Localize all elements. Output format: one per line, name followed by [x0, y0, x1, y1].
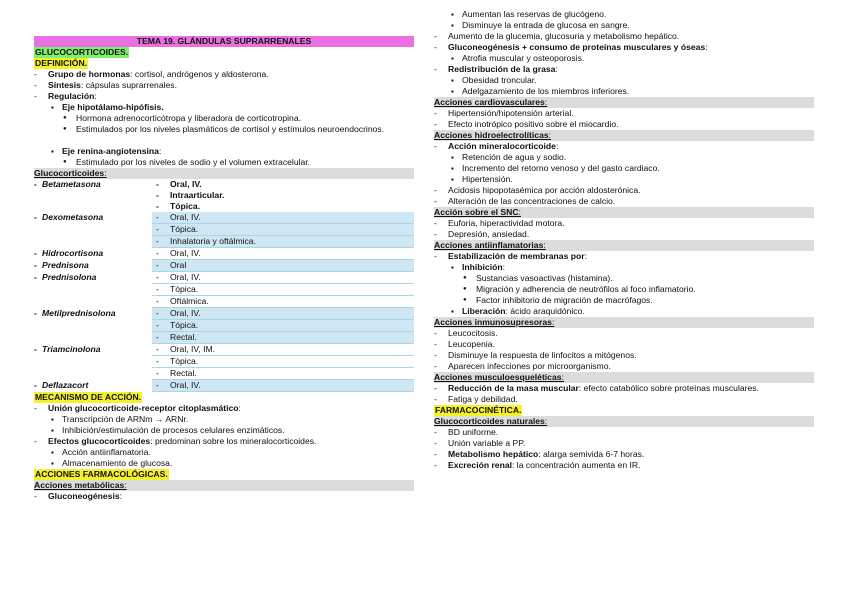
table-row — [34, 272, 414, 308]
drug-table — [34, 179, 414, 392]
list-item: - Aumento de la glucemia, glucosuria y metabolismo hepático. — [434, 31, 814, 42]
drug-name: - Prednisolona — [34, 272, 152, 308]
drug-routes: - Oral, IV. - Tópica. - Inhalatoria y oftálmica. — [152, 212, 414, 248]
list-item: - BD uniforme. — [434, 427, 814, 438]
table-row — [34, 260, 414, 272]
list-item: ● Sustancias vasoactivas (histamina). — [434, 273, 814, 284]
left-column — [34, 36, 414, 502]
list-item: - Acidosis hipopotasémica por acción aldosterónica. — [434, 185, 814, 196]
snc-subheading: Acción sobre el SNC: — [434, 207, 814, 218]
list-item: ▪ Retención de agua y sodio. — [434, 152, 814, 163]
list-item: - Leucocitosis. — [434, 328, 814, 339]
glucocorticoides-subheading: Glucocorticoides: — [34, 168, 414, 179]
list-item: ▪ Obesidad troncular. — [434, 75, 814, 86]
drug-name: - Prednisona — [34, 260, 152, 272]
list-item: ▪ Eje hipotálamo-hipófisis. — [34, 102, 414, 113]
list-item: - Euforia, hiperactividad motora. — [434, 218, 814, 229]
drug-name: - Dexometasona — [34, 212, 152, 248]
list-item: ▪ Inhibición: — [434, 262, 814, 273]
list-item: - Disminuye la respuesta de linfocitos a mitógenos. — [434, 350, 814, 361]
list-item: - Fatiga y debilidad. — [434, 394, 814, 405]
list-item: - Gluconeogénesis + consumo de proteínas musculares y óseas: — [434, 42, 814, 53]
list-item: - Alteración de las concentraciones de calcio. — [434, 196, 814, 207]
list-item: ● Factor inhibitorio de migración de macrófagos. — [434, 295, 814, 306]
drug-routes: - Oral, IV. — [152, 380, 414, 392]
list-item: ● Hormona adrenocorticótropa y liberadora de corticotropina. — [34, 113, 414, 124]
list-item: ▪ Hipertensión. — [434, 174, 814, 185]
drug-routes: - Oral, IV. - Tópica. - Oftálmica. — [152, 272, 414, 308]
farmacocinetica-heading: FARMACOCINÉTICA. — [435, 405, 522, 415]
list-item: ▪ Adelgazamiento de los miembros inferiores. — [434, 86, 814, 97]
list-item: - Aparecen infecciones por microorganismo. — [434, 361, 814, 372]
list-item: - Depresión, ansiedad. — [434, 229, 814, 240]
drug-routes: - Oral, IV. — [152, 248, 414, 260]
inmunosupresoras-subheading: Acciones inmunosupresoras: — [434, 317, 814, 328]
page-title: TEMA 19. GLÁNDULAS SUPRARRENALES — [34, 36, 414, 47]
list-item: ▪ Acción antiinflamatoria. — [34, 447, 414, 458]
table-row — [34, 380, 414, 392]
drug-routes: - Oral, IV. - Intraarticular. - Tópica. — [152, 179, 414, 212]
list-item: - Regulación: — [34, 91, 414, 102]
glucocorticoides-heading: GLUCOCORTICOIDES. — [35, 47, 129, 57]
table-row — [34, 212, 414, 248]
list-item: - Efectos glucocorticoides: predominan sobre los mineralocorticoides. — [34, 436, 414, 447]
list-item: - Unión glucocorticoide-receptor citoplasmático: — [34, 403, 414, 414]
drug-name: - Deflazacort — [34, 380, 152, 392]
table-row — [34, 344, 414, 380]
acciones-heading: ACCIONES FARMACOLÓGICAS. — [35, 469, 168, 479]
list-item: - Estabilización de membranas por: — [434, 251, 814, 262]
metabolicas-subheading: Acciones metabólicas: — [34, 480, 414, 491]
table-row — [34, 308, 414, 344]
mecanismo-heading: MECANISMO DE ACCIÓN. — [35, 392, 142, 402]
list-item: ● Estimulados por los niveles plasmáticos de cortisol y estímulos neuroendocrinos. — [34, 124, 414, 146]
table-row — [34, 248, 414, 260]
drug-name: - Triamcinolona — [34, 344, 152, 380]
list-item: ● Migración y adherencia de neutrófilos al foco inflamatorio. — [434, 284, 814, 295]
drug-routes: - Oral, IV, IM. - Tópica. - Rectal. — [152, 344, 414, 380]
naturales-subheading: Glucocorticoides naturales: — [434, 416, 814, 427]
list-item: ▪ Almacenamiento de glucosa. — [34, 458, 414, 469]
list-item: ▪ Disminuye la entrada de glucosa en sangre. — [434, 20, 814, 31]
definicion-heading: DEFINICIÓN. — [35, 58, 88, 68]
list-item: - Gluconeogénesis: — [34, 491, 414, 502]
list-item: - Efecto inotrópico positivo sobre el miocardio. — [434, 119, 814, 130]
list-item: ▪ Atrofia muscular y osteoporosis. — [434, 53, 814, 64]
right-column — [434, 9, 814, 471]
drug-routes: - Oral, IV. - Tópica. - Rectal. — [152, 308, 414, 344]
antiinflamatorias-subheading: Acciones antiinflamatorias: — [434, 240, 814, 251]
list-item: ▪ Transcripción de ARNm → ARNr. — [34, 414, 414, 425]
list-item: - Leucopenia. — [434, 339, 814, 350]
list-item: ▪ Inhibición/estimulación de procesos celulares enzimáticos. — [34, 425, 414, 436]
cardio-subheading: Acciones cardiovasculares: — [434, 97, 814, 108]
drug-name: - Hidrocortisona — [34, 248, 152, 260]
musculoesqueleticas-subheading: Acciones musculoesqueléticas: — [434, 372, 814, 383]
list-item: - Reducción de la masa muscular: efecto catabólico sobre proteínas musculares. — [434, 383, 814, 394]
list-item: - Grupo de hormonas: cortisol, andrógenos y aldosterona. — [34, 69, 414, 80]
list-item: - Unión variable a PP. — [434, 438, 814, 449]
list-item: ▪ Liberación: ácido araquidónico. — [434, 306, 814, 317]
list-item: ▪ Aumentan las reservas de glucógeno. — [434, 9, 814, 20]
list-item: - Síntesis: cápsulas suprarrenales. — [34, 80, 414, 91]
hidro-subheading: Acciones hidroelectrolíticas: — [434, 130, 814, 141]
list-item: - Hipertensión/hipotensión arterial. — [434, 108, 814, 119]
list-item: - Excreción renal: la concentración aumenta en IR. — [434, 460, 814, 471]
list-item: - Acción mineralocorticoide: — [434, 141, 814, 152]
drug-name: - Metilprednisolona — [34, 308, 152, 344]
table-row — [34, 179, 414, 212]
list-item: - Redistribución de la grasa: — [434, 64, 814, 75]
drug-name: - Betametasona — [34, 179, 152, 212]
list-item: ▪ Incremento del retorno venoso y del gasto cardiaco. — [434, 163, 814, 174]
list-item: ● Estimulado por los niveles de sodio y el volumen extracelular. — [34, 157, 414, 168]
list-item: - Metabolismo hepático: alarga semivida 6-7 horas. — [434, 449, 814, 460]
drug-routes: - Oral — [152, 260, 414, 272]
list-item: ▪ Eje renina-angiotensina: — [34, 146, 414, 157]
